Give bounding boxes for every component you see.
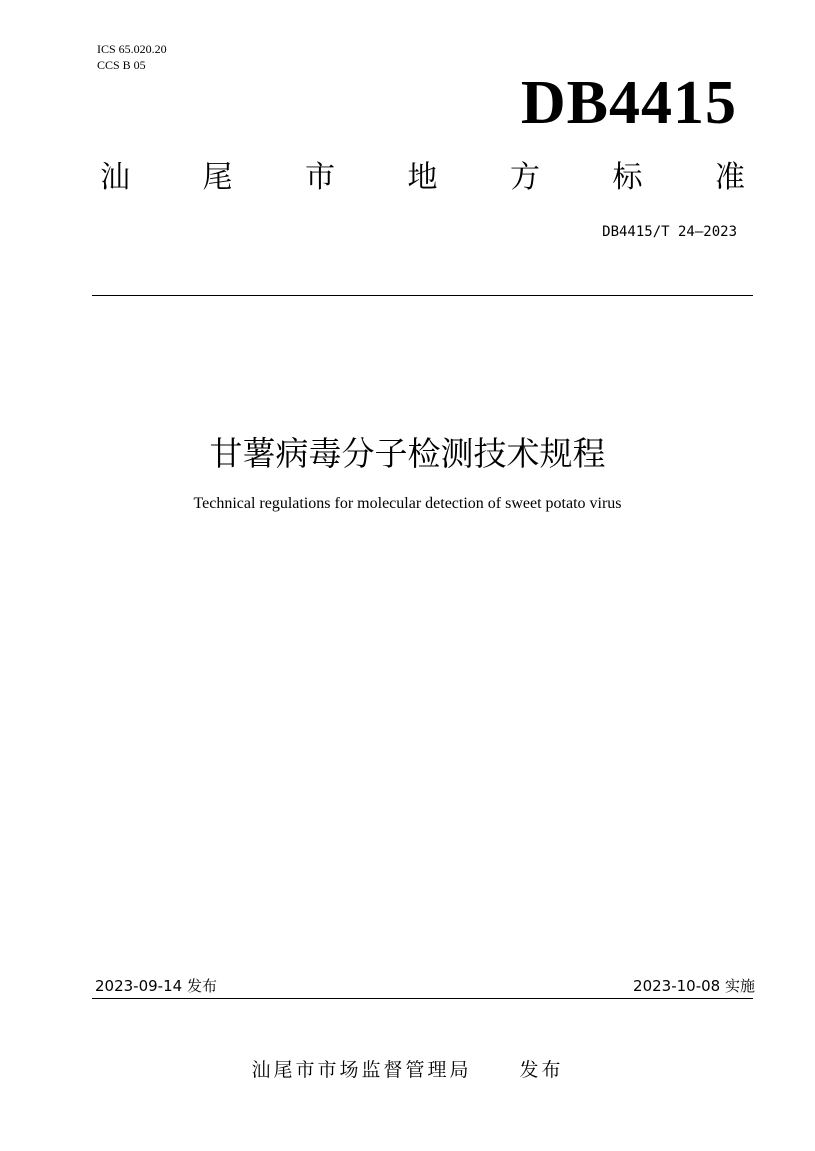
ccs-code: CCS B 05 [97, 58, 146, 72]
standard-type-char: 标 [612, 160, 643, 195]
db-code-logo: DB4415 [520, 69, 737, 137]
standard-number: DB4415/T 24—2023 [602, 224, 737, 240]
bottom-divider [92, 998, 753, 999]
standard-type-char: 地 [407, 160, 438, 195]
top-divider [92, 295, 753, 296]
document-title-en: Technical regulations for molecular detection of sweet potato virus [193, 495, 622, 512]
standard-type-char: 方 [510, 160, 540, 195]
ics-code: ICS 65.020.20 [97, 42, 167, 56]
standard-type-char: 汕 [100, 160, 130, 195]
standard-type-char: 准 [715, 160, 745, 195]
classification-codes [97, 41, 167, 73]
publisher-line [0, 1055, 815, 1082]
implementation-date: 2023-10-08 实施 [633, 977, 755, 995]
publisher-name: 汕尾市市场监督管理局 [251, 1059, 472, 1081]
publish-label: 发布 [519, 1059, 564, 1081]
standard-type-heading [100, 158, 745, 198]
document-title-cn: 甘薯病毒分子检测技术规程 [209, 434, 606, 473]
issue-date: 2023-09-14 发布 [95, 977, 217, 995]
standard-type-char: 尾 [202, 160, 233, 195]
standard-type-char: 市 [305, 160, 335, 195]
